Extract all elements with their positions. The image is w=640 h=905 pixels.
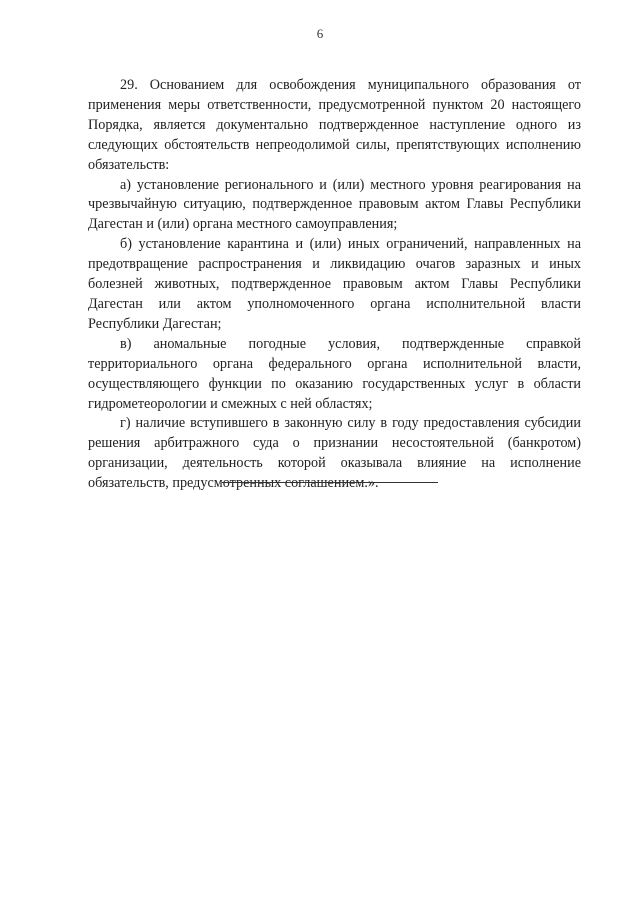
paragraph-item-b: б) установление карантина и (или) иных ограничений, направленных на предотвращение распространения и ликвидацию очагов заразных и иных болезней животных, подтвержденное правовым актом Главы Республики Дагестан или актом уполномоченного органа исполнительной власти Республики Дагестан; xyxy=(88,236,581,332)
paragraph-item-g: г) наличие вступившего в законную силу в году предоставления субсидии решения арбитражного суда о признании несостоятельной (банкротом) организации, деятельность которой оказывала влияние на исполнение обязательств, предусмотренных соглашением.». xyxy=(88,415,581,492)
paragraph-29: 29. Основанием для освобождения муниципального образования от применения меры ответственности, предусмотренной пунктом 20 настоящего Порядка, является документально подтвержденное наступление одного из следующих обстоятельств непреодолимой силы, препятствующих исполнению обязательств: xyxy=(88,77,581,173)
paragraph-item-v: в) аномальные погодные условия, подтвержденные справкой территориального органа федерального органа исполнительной власти, осуществляющего функции по оказанию государственных услуг в области гидрометеорологии и смежных с ней областях; xyxy=(88,335,581,412)
paragraph-item-a: а) установление регионального и (или) местного уровня реагирования на чрезвычайную ситуацию, подтвержденное правовым актом Главы Республики Дагестан и (или) органа местного самоуправления; xyxy=(88,176,581,233)
page-number: 6 xyxy=(316,26,324,41)
end-divider-line xyxy=(222,482,438,483)
document-body xyxy=(88,76,581,494)
